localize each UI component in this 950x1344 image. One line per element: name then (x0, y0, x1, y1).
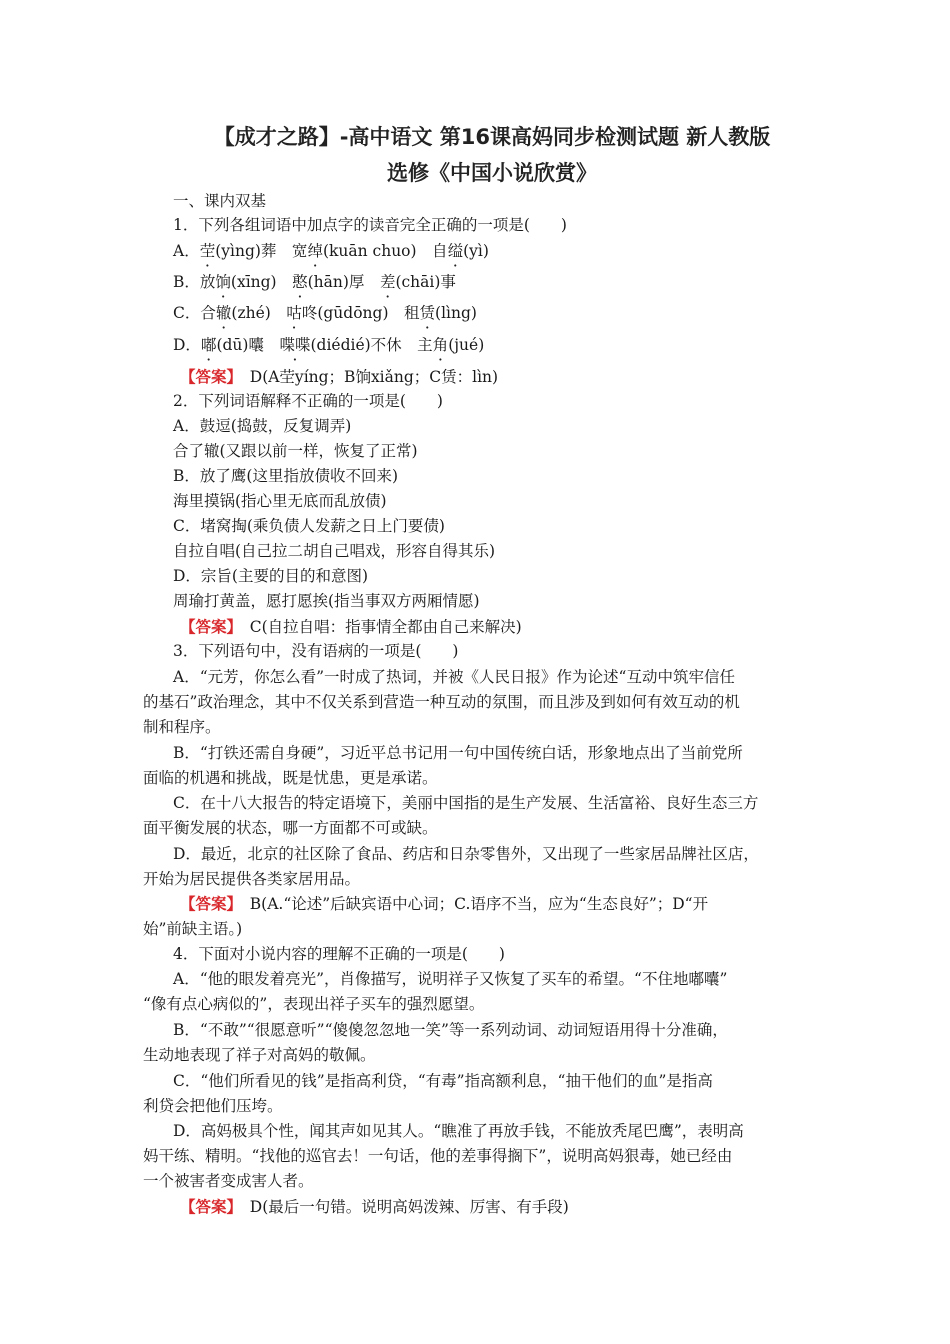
question-4-line: 妈干练、精明。“找他的巡官去！一句话，他的差事得搁下”，说明高妈狠毒，她已经由 (143, 1147, 733, 1165)
question-1-answer (180, 366, 498, 388)
question-1-option-d (173, 334, 484, 356)
question-2-line: 周瑜打黄盖，愿打愿挨(指当事双方两厢情愿) (173, 592, 480, 610)
dotted-char: 缢 (447, 242, 464, 260)
answer-tag: 【答案】 (180, 617, 235, 636)
question-3-answer-cont: 始”前缺主语。) (143, 920, 243, 938)
answer-text: D(A茔yíng；B饷xiǎng；C赁：lìn) (234, 368, 499, 386)
option-text: (yì) (463, 242, 489, 260)
question-3-line: 的基石”政治理念，其中不仅关系到营造一种互动的氛围，而且涉及到如何有效互动的机 (143, 693, 740, 711)
document-title-line1: 【成才之路】-高中语文 第16课高妈同步检测试题 新人教版 (213, 125, 771, 149)
option-text: (hān)厚 (307, 273, 380, 291)
question-4-line: 利贷会把他们压垮。 (143, 1097, 283, 1115)
question-4-line: B．“不敢”“很愿意听”“傻傻忽忽地一笑”等一系列动词、动词短语用得十分准确， (173, 1021, 728, 1039)
question-3-line: D．最近，北京的社区除了食品、药店和日杂零售外，又出现了一些家居品牌社区店， (173, 845, 759, 863)
question-3-stem: 3．下列语句中，没有语病的一项是( ) (173, 642, 459, 660)
dotted-char: 辙 (215, 304, 232, 322)
question-2-line: 自拉自唱(自己拉二胡自己唱戏，形容自得其乐) (173, 542, 496, 560)
question-3-answer (180, 893, 708, 915)
option-text: B．放 (173, 273, 216, 291)
option-text: D． (173, 336, 201, 354)
option-text: C．合 (173, 304, 216, 322)
option-text: (kuān chuo) 自 (322, 242, 448, 260)
dotted-char: 咕 (286, 304, 302, 322)
dotted-char: 嘟 (200, 336, 217, 354)
question-1-option-a (173, 240, 489, 262)
question-2-line: D．宗旨(主要的目的和意图) (173, 567, 369, 585)
answer-tag: 【答案】 (180, 1197, 235, 1216)
question-2-stem: 2．下列词语解释不正确的一项是( ) (173, 392, 443, 410)
question-4-line: 生动地表现了祥子对高妈的敬佩。 (143, 1046, 376, 1064)
option-text: (dū)囔 (216, 336, 280, 354)
question-4-line: A．“他的眼发着亮光”，肖像描写，说明祥子又恢复了买车的希望。“不住地嘟囔” (173, 970, 728, 988)
question-2-line: B．放了鹰(这里指放债收不回来) (173, 467, 398, 485)
document-title-line2: 选修《中国小说欣赏》 (387, 161, 597, 185)
question-4-line: C．“他们所看见的钱”是指高利贷，“有毒”指高额利息，“抽干他们的血”是指高 (173, 1072, 713, 1090)
dotted-char: 绰 (307, 242, 323, 260)
option-text: 咚(gūdōng) 租 (301, 304, 420, 322)
dotted-char: 喋喋 (279, 336, 311, 354)
question-2-line: 合了辙(又跟以前一样，恢复了正常) (173, 442, 418, 460)
option-text: A． (173, 242, 200, 260)
option-text: (chāi)事 (395, 273, 456, 291)
question-4-line: D．高妈极具个性，闻其声如见其人。“瞧准了再放手钱，不能放秃尾巴鹰”，表明高 (173, 1122, 744, 1140)
answer-text: D(最后一句错。说明高妈泼辣、厉害、有手段) (234, 1198, 569, 1216)
question-4-stem: 4．下面对小说内容的理解不正确的一项是( ) (173, 945, 505, 963)
question-4-line: 一个被害者变成害人者。 (143, 1172, 314, 1190)
option-text: (lìng) (435, 304, 477, 322)
answer-tag: 【答案】 (180, 367, 235, 386)
question-2-line: 海里摸锅(指心里无底而乱放债) (173, 492, 387, 510)
question-1-option-b (173, 271, 456, 293)
question-3-line: 面平衡发展的状态，哪一方面都不可或缺。 (143, 819, 438, 837)
option-text: (xīng) (230, 273, 293, 291)
question-2-line: A．鼓逗(捣鼓，反复调弄) (173, 417, 352, 435)
dotted-char: 赁 (419, 304, 436, 322)
option-text: (yìng)葬 宽 (215, 242, 308, 260)
question-3-line: 面临的机遇和挑战，既是忧患，更是承诺。 (143, 769, 438, 787)
question-2-answer (180, 616, 522, 638)
question-3-line: B．“打铁还需自身硬”，习近平总书记用一句中国传统白话，形象地点出了当前党所 (173, 744, 743, 762)
question-3-line: 开始为居民提供各类家居用品。 (143, 870, 361, 888)
option-text: (diédié)不休 主 (310, 336, 433, 354)
dotted-char: 角 (432, 336, 449, 354)
answer-text: C(自拉自唱：指事情全都由自己来解决) (234, 618, 522, 636)
option-text: (zhé) (231, 304, 287, 322)
section-heading: 一、课内双基 (173, 192, 267, 210)
question-4-answer (180, 1196, 569, 1218)
question-1-option-c (173, 302, 477, 324)
question-2-line: C．堵窝掏(乘负债人发薪之日上门要债) (173, 517, 445, 535)
question-3-line: A．“元芳，你怎么看”一时成了热词，并被《人民日报》作为论述“互动中筑牢信任 (173, 668, 735, 686)
question-3-line: C．在十八大报告的特定语境下，美丽中国指的是生产发展、生活富裕、良好生态三方 (173, 794, 759, 812)
dotted-char: 茔 (199, 242, 216, 260)
question-3-line: 制和程序。 (143, 718, 221, 736)
dotted-char: 差 (379, 273, 396, 291)
dotted-char: 饷 (215, 273, 231, 291)
question-4-line: “像有点心病似的”，表现出祥子买车的强烈愿望。 (143, 995, 485, 1013)
dotted-char: 憨 (292, 273, 308, 291)
answer-text: B(A.“论述”后缺宾语中心词；C.语序不当，应为“生态良好”；D“开 (234, 895, 709, 913)
option-text: (jué) (448, 336, 485, 354)
answer-tag: 【答案】 (180, 894, 235, 913)
question-1-stem: 1．下列各组词语中加点字的读音完全正确的一项是( ) (173, 216, 567, 234)
